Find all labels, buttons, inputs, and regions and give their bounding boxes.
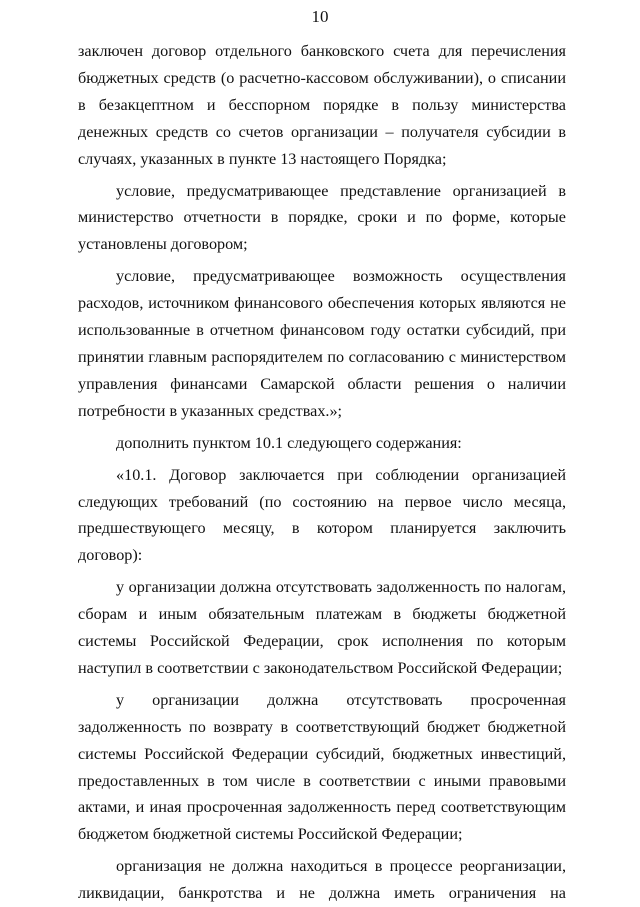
paragraph-reorganization: организация не должна находиться в процессе реорганизации, ликвидации, банкротства и не должна иметь ограничения на: [78, 857, 566, 903]
paragraph-contract-account: заключен договор отдельного банковского счета для перечисления бюджетных средств (о расчетно-кассовом обслуживании), о списании в безакцептном и бесспорном порядке в пользу министерства денежных средств со счетов организации – получателя субсидии в случаях, указанных в пункте 13 настоящего Порядка;: [78, 42, 566, 168]
paragraph-item-10-1: «10.1. Договор заключается при соблюдении организацией следующих требований (по состоянию на первое число месяца, предшествующего месяцу, в котором планируется заключить договор):: [78, 465, 566, 565]
paragraph-expenses-condition: условие, предусматривающее возможность осуществления расходов, источником финансового обеспечения которых являются не использованные в отчетном финансовом году остатки субсидий, при принятии главным распорядителем по согласованию с министерством управления финансами Самарской области решения о наличии потребности в указанных средствах.»;: [78, 267, 566, 420]
paragraph-reporting-condition: условие, предусматривающее представление организацией в министерство отчетности в порядке, сроки и по форме, которые установлены договором;: [78, 181, 566, 254]
page-number: 10: [311, 7, 329, 26]
paragraph-tax-debt: у организации должна отсутствовать задолженность по налогам, сборам и иным обязательным платежам в бюджеты бюджетной системы Российской Федерации, срок исполнения по которым наступил в соответствии с законодательством Российской Федерации;: [78, 578, 566, 677]
paragraph-add-item: дополнить пунктом 10.1 следующего содержания:: [116, 433, 462, 452]
paragraph-overdue-debt: у организации должна отсутствовать просроченная задолженность по возврату в соответствующий бюджет бюджетной системы Российской Федерации субсидий, бюджетных инвестиций, предоставленных в том числе в соответствии с иными правовыми актами, и иная просроченная задолженность перед соответствующим бюджетом бюджетной системы Российской Федерации;: [78, 690, 566, 844]
document-body: [78, 38, 566, 907]
